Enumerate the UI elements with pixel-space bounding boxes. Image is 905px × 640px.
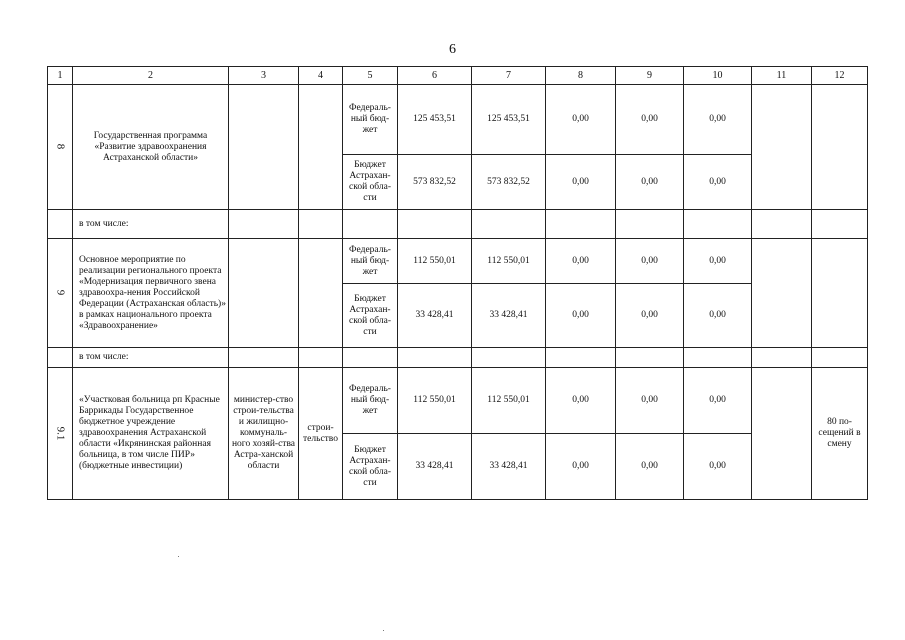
including-label: в том числе: (73, 210, 229, 239)
row-9-1-federal (48, 368, 868, 434)
header-col-9: 9 (616, 67, 684, 85)
empty-cell (48, 210, 73, 239)
empty-cell (398, 210, 472, 239)
value-cell: 33 428,41 (472, 284, 546, 348)
program-name-8: Государственная программа «Развитие здравоохранения Астраханской области» (73, 85, 229, 210)
row-8-federal (48, 85, 868, 155)
empty-cell (812, 210, 868, 239)
program-name-9: Основное мероприятие по реализации регионального проекта «Модернизация первичного звена здравоохра-нения Российской Федерации (Астраханская область)» в рамках национального проекта «Здравоохранение» (73, 239, 229, 348)
value-cell: 33 428,41 (472, 434, 546, 500)
funding-source: Бюджет Астрахан-ской обла-сти (343, 284, 398, 348)
empty-cell (343, 210, 398, 239)
row-9-federal (48, 239, 868, 284)
value-cell: 0,00 (684, 434, 752, 500)
customer-9 (229, 239, 299, 348)
customer-9-1: министер-ство строи-тельства и жилищно-коммуналь-ного хозяй-ства Астра-ханской области (229, 368, 299, 500)
value-cell: 0,00 (616, 155, 684, 210)
capacity-9-1: 80 по-сещений в смену (812, 368, 868, 500)
value-cell: 0,00 (616, 85, 684, 155)
col-11-9-1 (752, 368, 812, 500)
funding-source: Бюджет Астрахан-ской обла-сти (343, 155, 398, 210)
header-col-8: 8 (546, 67, 616, 85)
empty-cell (229, 348, 299, 368)
funding-source: Федераль-ный бюд-жет (343, 239, 398, 284)
empty-cell (299, 348, 343, 368)
header-col-11: 11 (752, 67, 812, 85)
including-label: в том числе: (73, 348, 229, 368)
header-col-5: 5 (343, 67, 398, 85)
empty-cell (546, 210, 616, 239)
col-11-9 (752, 239, 812, 348)
value-cell: 33 428,41 (398, 284, 472, 348)
empty-cell (812, 348, 868, 368)
value-cell: 0,00 (684, 85, 752, 155)
header-col-3: 3 (229, 67, 299, 85)
value-cell: 0,00 (546, 155, 616, 210)
value-cell: 112 550,01 (398, 239, 472, 284)
value-cell: 0,00 (616, 284, 684, 348)
scan-artifact (383, 630, 384, 631)
header-col-4: 4 (299, 67, 343, 85)
value-cell: 0,00 (616, 434, 684, 500)
value-cell: 0,00 (546, 284, 616, 348)
empty-cell (48, 348, 73, 368)
value-cell: 0,00 (616, 239, 684, 284)
empty-cell (546, 348, 616, 368)
col-12-8 (812, 85, 868, 210)
header-col-2: 2 (73, 67, 229, 85)
value-cell: 573 832,52 (398, 155, 472, 210)
col-11-8 (752, 85, 812, 210)
empty-cell (398, 348, 472, 368)
funding-source: Бюджет Астрахан-ской обла-сти (343, 434, 398, 500)
header-col-6: 6 (398, 67, 472, 85)
empty-cell (616, 348, 684, 368)
value-cell: 0,00 (684, 284, 752, 348)
value-cell: 0,00 (546, 368, 616, 434)
empty-cell (343, 348, 398, 368)
scan-artifact (178, 556, 179, 557)
type-8 (299, 85, 343, 210)
empty-cell (229, 210, 299, 239)
funding-source: Федераль-ный бюд-жет (343, 368, 398, 434)
customer-8 (229, 85, 299, 210)
value-cell: 0,00 (546, 434, 616, 500)
funding-source: Федераль-ный бюд-жет (343, 85, 398, 155)
value-cell: 125 453,51 (472, 85, 546, 155)
value-cell: 0,00 (616, 368, 684, 434)
col-12-9 (812, 239, 868, 348)
header-col-12: 12 (812, 67, 868, 85)
header-col-1: 1 (48, 67, 73, 85)
value-cell: 112 550,01 (398, 368, 472, 434)
row-number-8: 8 (48, 85, 73, 210)
empty-cell (472, 348, 546, 368)
empty-cell (684, 210, 752, 239)
row-including-1 (48, 210, 868, 239)
header-col-7: 7 (472, 67, 546, 85)
row-including-2 (48, 348, 868, 368)
row-number-9: 9 (48, 239, 73, 348)
program-name-9-1: «Участковая больница рп Красные Баррикады Государственное бюджетное учреждение здравоохранения Астраханской области «Икрянинская районная больница, в том числе ПИР» (бюджетные инвестиции) (73, 368, 229, 500)
page-number: 6 (449, 42, 456, 57)
empty-cell (472, 210, 546, 239)
value-cell: 125 453,51 (398, 85, 472, 155)
header-col-10: 10 (684, 67, 752, 85)
row-number-9-1: 9.1 (48, 368, 73, 500)
empty-cell (684, 348, 752, 368)
value-cell: 0,00 (684, 155, 752, 210)
header-row (48, 67, 868, 85)
empty-cell (299, 210, 343, 239)
empty-cell (752, 210, 812, 239)
empty-cell (616, 210, 684, 239)
value-cell: 0,00 (546, 85, 616, 155)
type-9-1: строи-тельство (299, 368, 343, 500)
value-cell: 112 550,01 (472, 368, 546, 434)
value-cell: 0,00 (546, 239, 616, 284)
value-cell: 112 550,01 (472, 239, 546, 284)
type-9 (299, 239, 343, 348)
value-cell: 0,00 (684, 239, 752, 284)
value-cell: 33 428,41 (398, 434, 472, 500)
value-cell: 0,00 (684, 368, 752, 434)
budget-table (47, 66, 868, 500)
value-cell: 573 832,52 (472, 155, 546, 210)
empty-cell (752, 348, 812, 368)
